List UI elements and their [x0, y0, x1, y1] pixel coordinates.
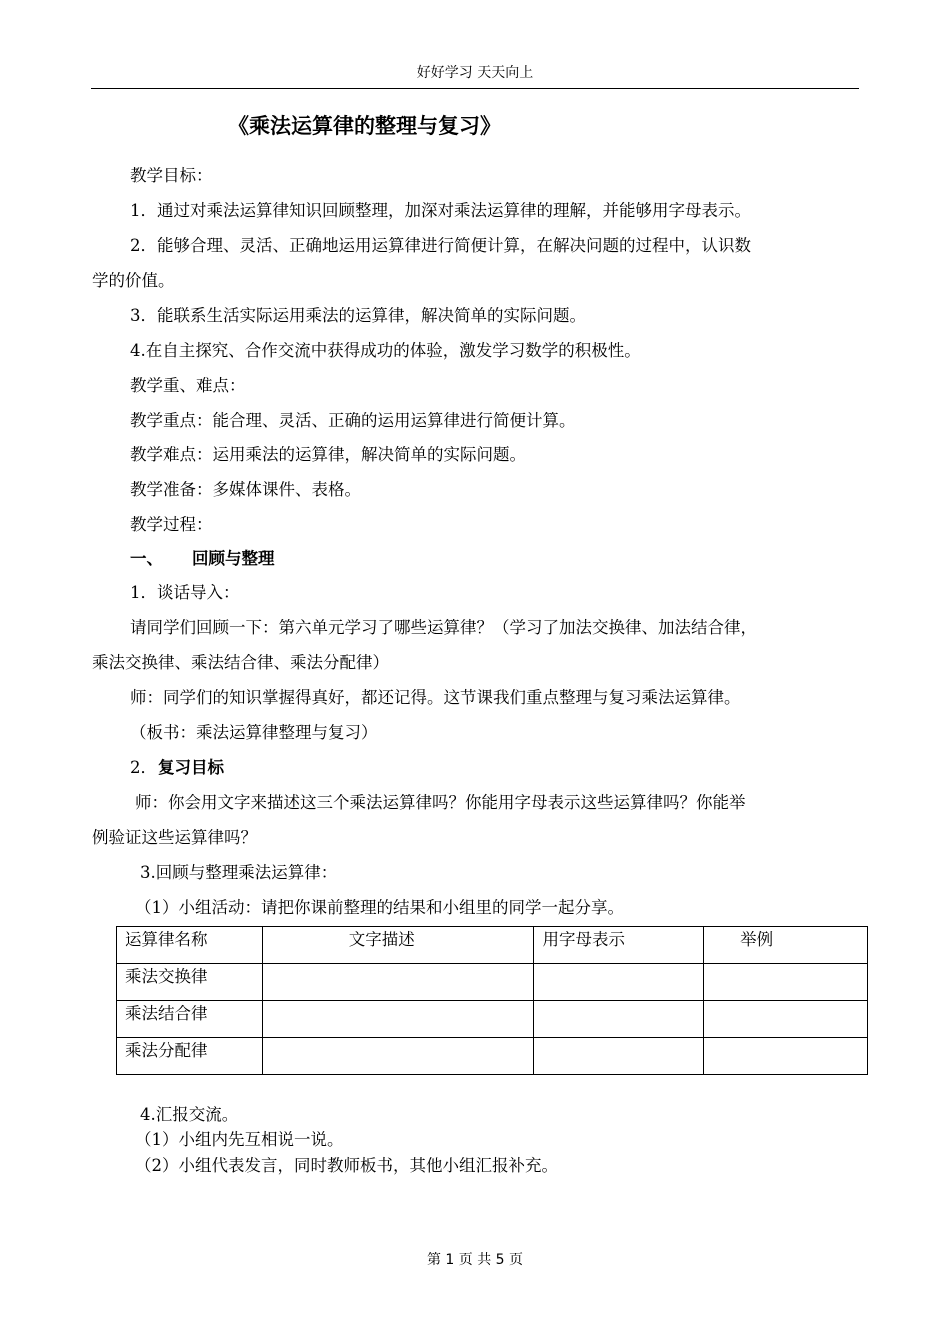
objective-3: 3．能联系生活实际运用乘法的运算律，解决简单的实际问题。: [130, 306, 586, 325]
section-heading-objectives: 教学目标：: [130, 166, 213, 185]
intro-question: 请同学们回顾一下：第六单元学习了哪些运算律？（学习了加法交换律、加法结合律，: [130, 618, 757, 637]
table-cell: 乘法分配律: [117, 1038, 263, 1075]
table-cell: [704, 964, 868, 1001]
objective-1: 1．通过对乘法运算律知识回顾整理，加深对乘法运算律的理解，并能够用字母表示。: [130, 201, 751, 220]
step-4-item-1: （1）小组内先互相说一说。: [135, 1130, 344, 1149]
table-cell: [704, 1038, 868, 1075]
teacher-question: 师：你会用文字来描述这三个乘法运算律吗？你能用字母表示这些运算律吗？你能举: [135, 793, 746, 812]
step-4-heading: 4.汇报交流。: [140, 1105, 239, 1124]
table-cell: 乘法交换律: [117, 964, 263, 1001]
table-cell: [262, 964, 534, 1001]
step-3-heading: 3.回顾与整理乘法运算律：: [140, 863, 338, 882]
table-header-cell: 运算律名称: [117, 927, 263, 964]
document-title: 《乘法运算律的整理与复习》: [228, 113, 501, 138]
step-4-item-2: （2）小组代表发言，同时教师板书，其他小组汇报补充。: [135, 1156, 558, 1175]
step-2-heading: 复习目标: [158, 758, 224, 777]
table-header-cell: 用字母表示: [534, 927, 704, 964]
page-footer: 第 1 页 共 5 页: [426, 1252, 524, 1268]
teacher-remark: 师：同学们的知识掌握得真好，都还记得。这节课我们重点整理与复习乘法运算律。: [130, 688, 741, 707]
table-cell: [704, 1001, 868, 1038]
table-header-cell: 文字描述: [262, 927, 534, 964]
teacher-question-cont: 例验证这些运算律吗？: [92, 828, 257, 847]
section-heading-process: 教学过程：: [130, 515, 213, 534]
difficult-point: 教学难点：运用乘法的运算律，解决简单的实际问题。: [130, 445, 526, 464]
table-cell: [262, 1001, 534, 1038]
summary-table: [116, 926, 868, 1075]
part-heading: 回顾与整理: [192, 549, 275, 568]
objective-2-cont: 学的价值。: [92, 271, 175, 290]
table-header-cell: 举例: [704, 927, 868, 964]
preparation: 教学准备：多媒体课件、表格。: [130, 480, 361, 499]
table-cell: [534, 1001, 704, 1038]
table-header-row: [117, 927, 868, 964]
step-2-number: 2．: [130, 758, 157, 777]
table-cell: 乘法结合律: [117, 1001, 263, 1038]
header-rule: [91, 88, 859, 89]
intro-question-cont: 乘法交换律、乘法结合律、乘法分配律）: [92, 653, 389, 672]
table-cell: [534, 1038, 704, 1075]
part-number: 一、: [130, 549, 163, 568]
group-activity: （1）小组活动：请把你课前整理的结果和小组里的同学一起分享。: [135, 898, 624, 917]
table-row: [117, 1001, 868, 1038]
objective-2: 2．能够合理、灵活、正确地运用运算律进行简便计算，在解决问题的过程中，认识数: [130, 236, 751, 255]
page-header: 好好学习 天天向上: [416, 65, 534, 81]
table-cell: [262, 1038, 534, 1075]
section-heading-key-points: 教学重、难点：: [130, 376, 246, 395]
table-row: [117, 964, 868, 1001]
key-point: 教学重点：能合理、灵活、正确的运用运算律进行简便计算。: [130, 411, 576, 430]
objective-4: 4.在自主探究、合作交流中获得成功的体验，激发学习数学的积极性。: [130, 341, 641, 360]
table-cell: [534, 964, 704, 1001]
table-row: [117, 1038, 868, 1075]
board-note: （板书：乘法运算律整理与复习）: [130, 723, 378, 742]
step-1-heading: 1．谈话导入：: [130, 583, 240, 602]
